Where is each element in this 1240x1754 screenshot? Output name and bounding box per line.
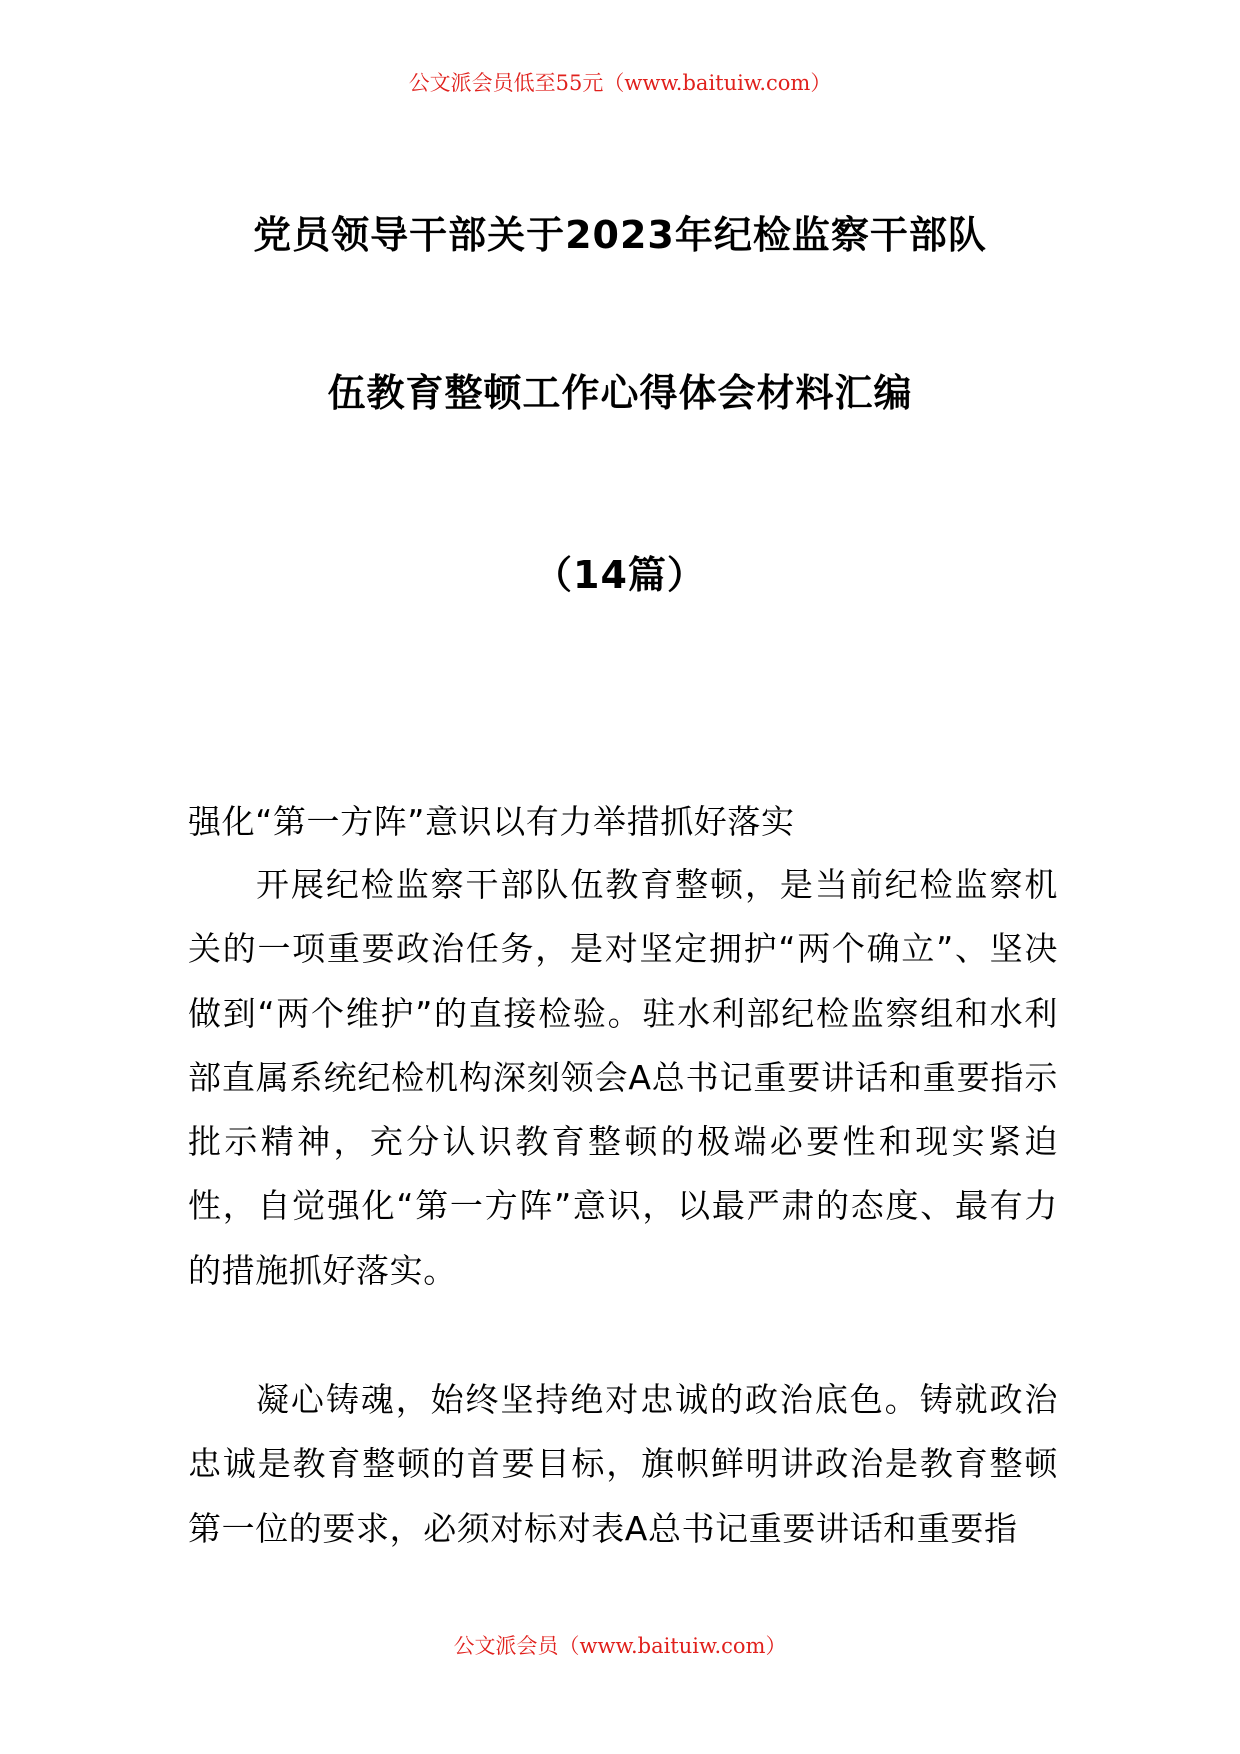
body-paragraph-2: 凝心铸魂，始终坚持绝对忠诚的政治底色。铸就政治忠诚是教育整顿的首要目标，旗帜鲜明讲政治是教育整顿第一位的要求，必须对标对表A总书记重要讲话和重要指 <box>188 1380 1058 1548</box>
body-paragraph-1-container <box>188 853 1058 1303</box>
body-paragraph-2-container <box>188 1368 1058 1561</box>
document-title-line-2: 伍教育整顿工作心得体会材料汇编 <box>327 371 913 415</box>
document-title-line-1: 党员领导干部关于2023年纪检监察干部队 <box>253 213 987 257</box>
body-paragraph-1: 开展纪检监察干部队伍教育整顿，是当前纪检监察机关的一项重要政治任务，是对坚定拥护“两个确立”、坚决做到“两个维护”的直接检验。驻水利部纪检监察组和水利部直属系统纪检机构深刻领会A总书记重要讲话和重要指示批示精神，充分认识教育整顿的极端必要性和现实紧迫性，自觉强化“第一方阵”意识，以最严肃的态度、最有力的措施抓好落实。 <box>188 865 1058 1290</box>
document-title-count: （14篇） <box>534 553 706 597</box>
header-watermark-text: 公文派会员低至55元（www.baituiw.com） <box>408 71 832 95</box>
footer-watermark-text: 公文派会员（www.baituiw.com） <box>453 1634 787 1658</box>
section-heading: 强化“第一方阵”意识以有力举措抓好落实 <box>188 802 795 841</box>
